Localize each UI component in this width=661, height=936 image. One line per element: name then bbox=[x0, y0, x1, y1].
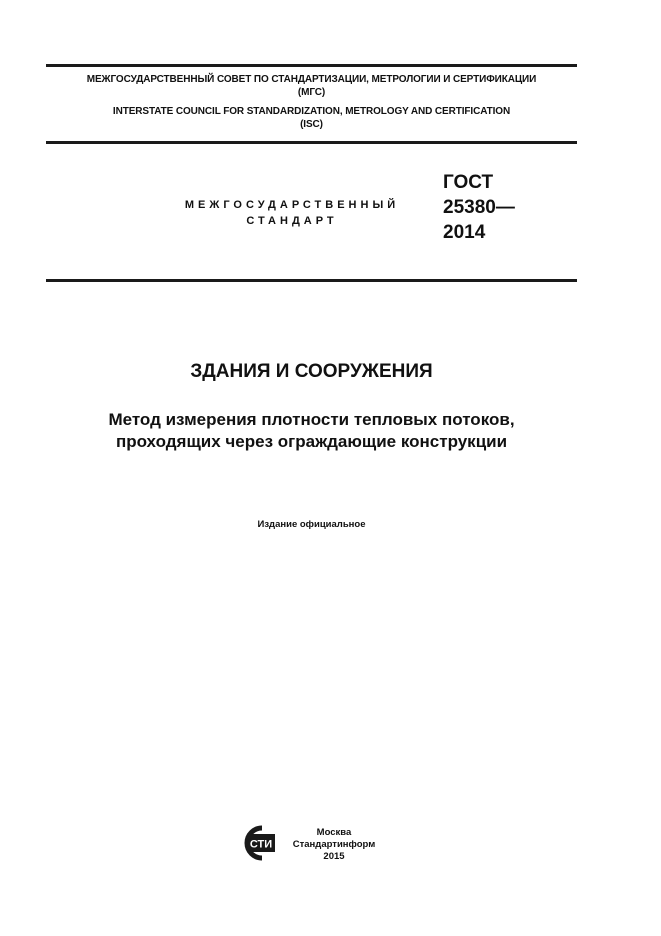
imprint bbox=[284, 827, 384, 863]
header-divider bbox=[46, 141, 577, 144]
council-name-en bbox=[46, 105, 577, 131]
gost-year: 2014 bbox=[443, 222, 486, 243]
imprint-city: Москва bbox=[316, 827, 352, 838]
document-subtitle bbox=[46, 409, 577, 453]
council-name-ru bbox=[46, 73, 577, 99]
council-abbr-ru: (МГС) bbox=[297, 87, 326, 98]
standard-kind bbox=[160, 197, 424, 229]
logo-text: СТИ bbox=[249, 838, 273, 851]
standard-kind-line2: СТАНДАРТ bbox=[246, 215, 338, 227]
subtitle-line2: проходящих через ограждающие конструкции bbox=[115, 432, 508, 451]
gost-label: ГОСТ bbox=[443, 172, 494, 193]
standard-kind-line1: МЕЖГОСУДАРСТВЕННЫЙ bbox=[184, 199, 400, 211]
subtitle-line1: Метод измерения плотности тепловых потоков, bbox=[108, 410, 515, 429]
gost-number: 25380— bbox=[443, 197, 515, 218]
standartinform-logo-icon bbox=[232, 825, 279, 861]
top-divider bbox=[46, 64, 577, 67]
council-name-ru-line: МЕЖГОСУДАРСТВЕННЫЙ СОВЕТ ПО СТАНДАРТИЗАЦИИ, МЕТРОЛОГИИ И СЕРТИФИКАЦИИ bbox=[86, 74, 537, 85]
gost-designation bbox=[443, 170, 515, 245]
edition-label: Издание официальное bbox=[257, 519, 366, 530]
document-title: ЗДАНИЯ И СООРУЖЕНИЯ bbox=[190, 361, 433, 382]
imprint-year: 2015 bbox=[323, 851, 345, 862]
council-name-en-line: INTERSTATE COUNCIL FOR STANDARDIZATION, METROLOGY AND CERTIFICATION bbox=[112, 106, 511, 117]
imprint-publisher: Стандартинформ bbox=[292, 839, 376, 850]
section-divider bbox=[46, 279, 577, 282]
council-abbr-en: (ISC) bbox=[300, 119, 323, 130]
